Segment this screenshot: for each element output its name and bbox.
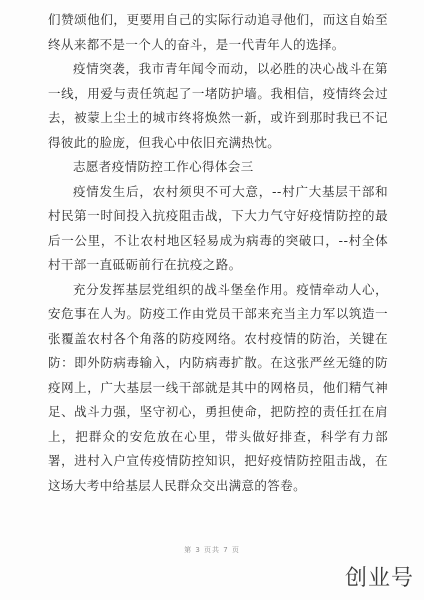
page-footer: 第 3 页共 7 页 — [184, 546, 240, 554]
paragraph-party-organization: 充分发挥基层党组织的战斗堡垒作用。疫情牵动人心，安危事在人为。防疫工作由党员干部来充当主力军以筑造一张覆盖农村各个角落的防疫网络。农村疫情的防治，关键在防：即外防病毒输入，内防病毒扩散。在这张严丝无缝的防疫网上，广大基层一线干部就是其中的网格员，他们精气神足、战斗力强，坚守初心，勇担使命，把防控的责任扛在肩上，把群众的安危放在心里，带头做好排查，科学有力部署，进村入户宣传疫情防控知识，把好疫情防控阻击战，在这场大考中给基层人民群众交出满意的答卷。 — [48, 281, 388, 493]
watermark-logo: 创业号 — [344, 566, 414, 591]
paragraph-continuation: 们赞颂他们，更要用自己的实际行动追寻他们，而这自始至终从来都不是一个人的奋斗，是一代青年人的选择。 — [48, 12, 388, 52]
paragraph-rural-response: 疫情发生后，农村须臾不可大意，--村广大基层干部和村民第一时间投入抗疫阻击战，下大力气守好疫情防控的最后一公里，不让农村地区轻易成为病毒的突破口，--村全体村干部一直砥砺前行在抗疫之路。 — [48, 183, 388, 272]
section-title: 志愿者疫情防控工作心得体会三 — [73, 159, 254, 174]
paragraph-epidemic-youth: 疫情突袭，我市青年闻令而动，以必胜的决心战斗在第一线，用爱与责任筑起了一堵防护墙。我相信，疫情终会过去，被蒙上尘土的城市终将焕然一新，或许到那时我已不记得彼此的脸庞，但我心中依旧充满热忱。 — [48, 61, 388, 150]
document-body — [48, 8, 388, 498]
